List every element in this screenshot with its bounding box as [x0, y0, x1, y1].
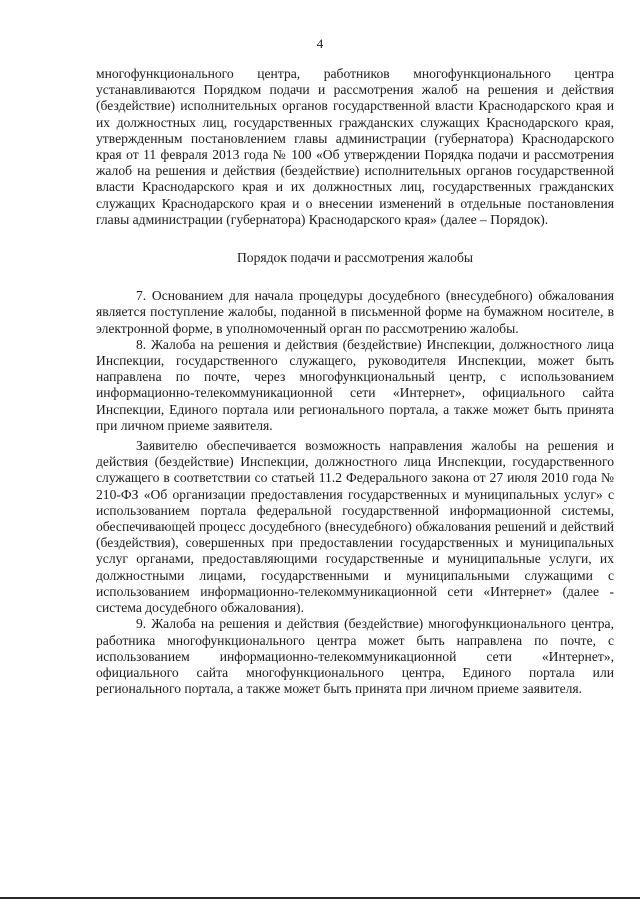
document-body	[96, 66, 614, 697]
paragraph-continuation: многофункционального центра, работников многофункционального центра устанавливаются Порядком подачи и рассмотрения жалоб на решения и действия (бездействие) исполнительных органов государственной власти Краснодарского края и их должностных лиц, государственных гражданских служащих Краснодарского края, утвержденным постановлением главы администрации (губернатора) Краснодарского края от 11 февраля 2013 года № 100 «Об утверждении Порядка подачи и рассмотрения жалоб на решения и действия (бездействие) исполнительных органов государственной власти Краснодарского края и их должностных лиц, государственных гражданских служащих Краснодарского края и о внесении изменений в отдельные постановления главы администрации (губернатора) Краснодарского края» (далее – Порядок).	[96, 66, 614, 227]
scan-edge-line	[0, 897, 640, 899]
paragraph-8: 8. Жалоба на решения и действия (бездействие) Инспекции, должностного лица Инспекции, государственного служащего, руководителя Инспекции, может быть направлена по почте, через многофункциональный центр, с использованием информационно-телекоммуникационной сети «Интернет», официального сайта Инспекции, Единого портала или регионального портала, а также может быть принята при личном приеме заявителя.	[96, 336, 614, 433]
page-number: 4	[316, 36, 324, 51]
paragraph-8-applicant: Заявителю обеспечивается возможность направления жалобы на решения и действия (бездействие) Инспекции, должностного лица Инспекции, государственного служащего в соответствии со статьей 11.2 Федерального закона от 27 июля 2010 года № 210-ФЗ «Об организации предоставления государственных и муниципальных услуг» с использованием портала федеральной государственной информационной системы, обеспечивающей процесс досудебного (внесудебного) обжалования решений и действий (бездействия), совершенных при предоставлении государственных и муниципальных услуг органами, предоставляющими государственные и муниципальные услуги, их должностными лицами, государственными и муниципальными служащими с использованием информационно-телекоммуникационной сети «Интернет» (далее - система досудебного обжалования).	[96, 438, 614, 616]
paragraph-7: 7. Основанием для начала процедуры досудебного (внесудебного) обжалования является поступление жалобы, поданной в письменной форме на бумажном носителе, в электронной форме, в уполномоченный орган по рассмотрению жалобы.	[96, 288, 614, 336]
paragraph-9: 9. Жалоба на решения и действия (бездействие) многофункционального центра, работника многофункционального центра может быть направлена по почте, с использованием информационно-телекоммуникационной сети «Интернет», официального сайта многофункционального центра, Единого портала или регионального портала, а также может быть принята при личном приеме заявителя.	[96, 616, 614, 697]
section-title: Порядок подачи и рассмотрения жалобы	[236, 250, 474, 266]
